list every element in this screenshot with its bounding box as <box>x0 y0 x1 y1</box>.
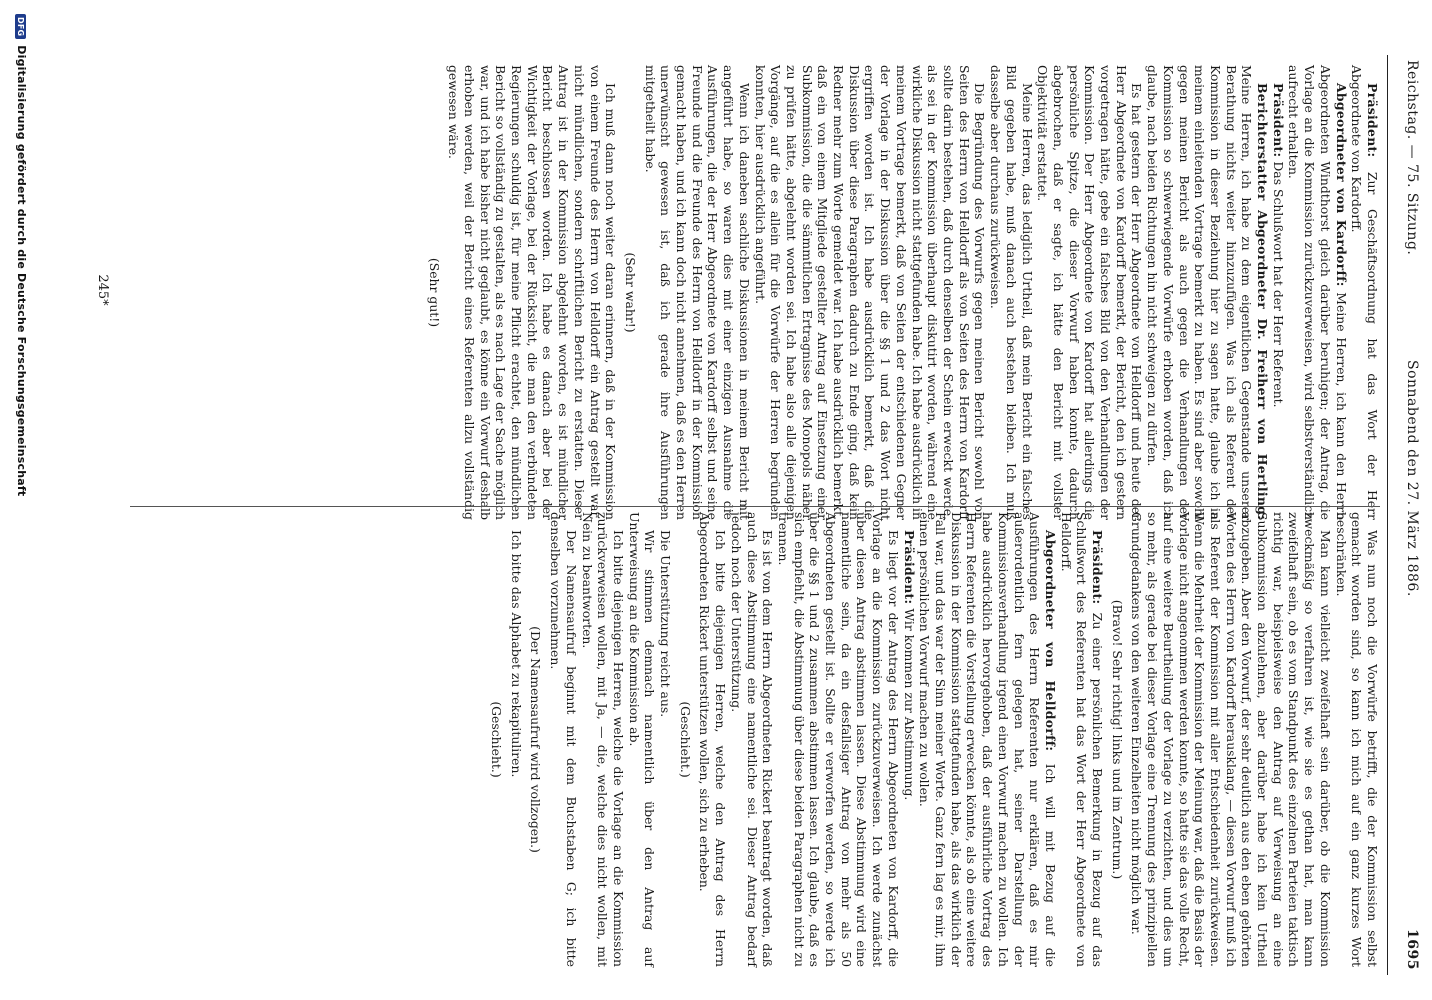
paragraph <box>1349 65 1380 520</box>
paragraph-text: Es ist von dem Herrn Abgeordneten Rickert beantragt worden, daß auch diese Abstimmung eine namentliche sei. Dieser Antrag bedarf jedoch noch der Unterstützung. <box>728 512 776 967</box>
paragraph-text: Meine Herren, ich habe zu dem eigentlichen Gegenstande unserer Berathung nichts weiter hinzuzufügen. Was ich als Referent der Kommission in dieser Beziehung hier zu sagen hatte, glaube ich in meinem einleitenden Vortrage bemerkt zu haben. Es sind aber sowohl gegen meinen Bericht als auch gegen die Verhandlungen der Kommission so schwerwiegende Vorwürfe erhoben worden, daß ich glaube, nach beiden Richtungen hin nicht schweigen zu dürfen. <box>1145 65 1255 520</box>
paragraph-text: Die Begründung des Vorwurfs gegen meinen Bericht sowohl von Seiten des Herrn von Helldorff als von Seiten des Herrn von Kardorff sollte darin bestehen, daß durch denselben der Schein erweckt werde, als sei in der Kommission überhaupt diskutirt worden, während eine wirkliche Diskussion nicht stattgefunden habe. Ich habe ausdrücklich in meinem Vortrage bemerkt, daß von Seiten der entschiedenen Gegner der Vorlage in der Diskussion über die §§ 1 und 2 das Wort nicht ergriffen worden ist. Ich habe ausdrücklich bemerkt, daß die Diskussion über diese Paragraphen dadurch zu Ende ging, daß kein Redner mehr zum Worte gemeldet war. Ich habe ausdrücklich bemerkt, daß ein von einem Mitgliede gestellter Antrag auf Einsetzung einer Subkommission, die die sämmtlichen Ertragnisse des Monopols näher zu prüfen hätte, abgelehnt worden sei. Ich habe also alle diejenigen Vorgänge, auf die es allein für die Vorwürfe der Herren begründen konnten, hier ausdrücklich angeführt. <box>752 65 988 520</box>
paragraph <box>697 512 728 967</box>
speaker-name: Berichterstatter Abgeordneter Dr. Freiherr von Hertling: <box>1255 83 1271 520</box>
paragraph <box>426 65 442 520</box>
paragraph <box>508 512 524 967</box>
speaker-name: Präsident: <box>1270 83 1286 158</box>
paragraph-text: Der Namensaufruf beginnt mit dem Buchstaben G; ich bitte denselben vorzunehmen. <box>548 512 579 967</box>
paragraph <box>775 512 901 967</box>
paragraph-text: Ich muß dann noch weiter daran erinnern, daß in der Kommission von einem Freunde des Herrn von Helldorff ein Antrag gestellt war, nicht mündlichen, sondern schriftlichen Bericht zu erstatten. Dieser Antrag ist in der Kommission abgelehnt worden, es ist mündlicher Bericht beschlossen worden. Ich habe es danach aber bei der Wichtigkeit der Vorlage, bei der Rücksicht, die man den verbündeten Regierungen schuldig ist, für meine Pflicht erachtet, den mündlichen Bericht so vollständig zu gestalten, als es nach Lage der Sache möglich war, und ich habe bisher nicht geglaubt, es könne ein Vorwurf deshalb erhoben werden, weil der Bericht eines Referenten allzu vollständig gewesen wäre. <box>446 65 619 520</box>
paragraph <box>1286 65 1349 520</box>
paragraph <box>901 512 917 967</box>
speaker-name: Präsident: <box>1365 83 1380 158</box>
paragraph-text: Ich bitte diejenigen Herren, welche den Antrag des Herrn Abgeordneten Rickert unterstützen wollen, sich zu erheben. <box>697 512 729 967</box>
paragraph <box>728 512 775 967</box>
paragraph-text: (Sehr wahr!) <box>622 252 638 333</box>
paragraph <box>1144 65 1270 520</box>
header-rule <box>1387 55 1388 975</box>
dfg-logo: DFG <box>16 14 27 39</box>
paragraph <box>547 512 578 967</box>
paragraph <box>488 512 504 967</box>
paragraph <box>622 65 638 520</box>
paragraph-text: Ich bitte diejenigen Herren, welche die Vorlage an die Kommission zurückverweisen wollen, mit Ja, — die, welche dies nicht wollen, mit Nein zu beantworten. <box>579 512 626 967</box>
paragraph <box>528 512 544 967</box>
paragraph <box>1058 512 1105 967</box>
paragraph <box>1333 512 1380 967</box>
speaker-name: Präsident: <box>901 530 917 605</box>
paragraph <box>1035 65 1145 520</box>
paragraph-text: Wir stimmen demnach namentlich über den Antrag auf Unterweisung an die Kommission ab. <box>626 512 658 967</box>
paragraph-text: Es liegt vor der Antrag des Herrn Abgeordneten von Kardorff, die Vorlage an die Kommission zurückzuverweisen. Ich werde zunächst über diesen Antrag abstimmen lassen. Diese Abstimmung wird eine namentliche sein, da ein desfallsiger Antrag von mehr als 50 Abgeordneten gestellt ist. Sollte er verworfen werden, so werde ich über die §§ 1 und 2 zusammen abstimmen lassen. Ich glaube, daß es sich empfiehlt, die Abstimmung über diese beiden Paragraphen nicht zu trennen. <box>775 512 901 967</box>
paragraph-text: Meine Herren, das lediglich Urtheil, daß mein Bericht ein falsches Bild gegeben habe, muß danach auch bestehen bleiben. Ich muß dasselbe aber durchaus zurückweisen. <box>988 65 1035 520</box>
paragraph <box>642 65 752 520</box>
running-header-date: Sonnabend den 27. März 1886. <box>1404 360 1420 597</box>
paragraph-text: (Geschieht.) <box>489 701 505 778</box>
paragraph-text: Zur Geschäftsordnung hat das Wort der Herr Abgeordnete von Kardorff. <box>1349 65 1380 520</box>
paragraph-text: Es hat gestern der Herr Abgeordnete von Helldorff und heute der Herr Abgeordnete von Kardorff bemerkt, der Bericht, den ich gestern vorgetragen hätte, gebe ein falsches Bild von den Verhandlungen der Kommission. Der Herr Abgeordnete von Kardorff hat allerdings die persönliche Spitze, die dieser Vorwurf haben konnte, dadurch abgebrochen, daß er sagte, ich hätte den Bericht mit vollster Objektivität erstattet. <box>1035 65 1145 520</box>
paragraph-text: Man kann vielleicht zweifelhaft sein darüber, ob die Kommission zweckmäßig so verfahren ist, wie sie es gethan hat, man kann zweifelhaft sein, ob es vom Standpunkt des einzelnen Parteien taktisch richtig war, beispielsweise den Antrag auf Verweisung an eine Subkommission abzulehnen, aber darüber habe ich kein Urtheil abzugeben. Aber den Vorwurf, der sehr deutlich aus den eben gehörten Worten des Herrn von Kardorff herausklang, — diesen Vorwurf muß ich als Referent der Kommission mit aller Entschiedenheit zurückweisen. Wenn die Mehrheit der Kommission der Meinung war, daß die Basis der Vorlage nicht angenommen werden konnte, so hatte sie das volle Recht, auf eine weitere Beurtheilung der Vorlage zu verzichten, und dies um so mehr, als gerade bei dieser Vorlage eine Trennung des prinzipiellen Grundgedankens von den weiteren Einzelheiten nicht möglich war. <box>1129 512 1333 967</box>
paragraph-text: (Der Namensaufruf wird vollzogen.) <box>528 626 544 853</box>
paragraph <box>677 512 693 967</box>
right-text-column <box>484 512 1380 967</box>
paragraph <box>1129 512 1333 967</box>
page-number: 1695 <box>1404 929 1420 970</box>
paragraph-text: Meine Herren, ich kann den Herrn Abgeordneten Windthorst gleich darüber beruhigen; der Antrag, die Vorlage an die Kommission zurückzuverweisen, wird selbstverständlich aufrecht erhalten. <box>1286 65 1349 520</box>
paragraph-text: Zu einer persönlichen Bemerkung in Bezug auf das Schlußwort des Referenten hat das Wort der Herr Abgeordnete von Helldorff. <box>1058 512 1106 967</box>
paragraph <box>917 512 1058 967</box>
paragraph <box>626 512 657 967</box>
paragraph-text: Die Unterstützung reicht aus. <box>658 530 674 718</box>
column-divider <box>130 506 1380 507</box>
paragraph <box>1270 65 1286 520</box>
paragraph-text: (Bravo! Sehr richtig! links und im Zentrum.) <box>1109 599 1125 880</box>
paragraph <box>657 512 673 967</box>
paragraph <box>752 65 988 520</box>
paragraph <box>446 65 619 520</box>
speaker-name: Präsident: <box>1090 530 1106 605</box>
paragraph-text: Das Schlußwort hat der Herr Referent. <box>1270 161 1286 408</box>
digitization-credit <box>15 14 28 496</box>
digitization-credit-text: Digitalisierung gefördert durch die Deutsche Forschungsgemeinschaft <box>15 45 28 497</box>
paragraph-text: Wir kommen zur Abstimmung. <box>901 608 917 801</box>
paragraph-text: (Sehr gut!) <box>426 257 442 328</box>
paragraph <box>987 65 1034 520</box>
paragraph <box>579 512 626 967</box>
paragraph-text: Ich bitte das Alphabet zu rekapituliren. <box>508 530 524 778</box>
speaker-name: Abgeordneter von Helldorff: <box>1042 530 1058 752</box>
speaker-name: Abgeordneter von Kardorff: <box>1333 83 1349 287</box>
paragraph-text: (Geschieht.) <box>677 701 693 778</box>
paragraph-text: Ich will mit Bezug auf die Ausführungen des Herrn Referenten nur erklären, daß es mir außerordentlich fern gelegen hat, seiner Darstellung der Kommissionsverhandlung irgend einen Vorwurf machen zu wollen. Ich habe ausdrücklich hervorgehoben, daß der ausführliche Vortrag des Herrn Referenten die Vorstellung erwecken könnte, als ob eine weitere Diskussion in der Kommission stattgefunden habe, als das wirklich der Fall war, und das war der Sinn meiner Worte. Ganz fern lag es mir, ihm einen persönlichen Vorwurf machen zu wollen. <box>917 512 1058 967</box>
left-text-column <box>422 65 1380 520</box>
running-header-left: Reichstag. — 75. Sitzung. <box>1404 60 1420 256</box>
signature-mark: 245* <box>95 274 110 306</box>
paragraph-text: Wenn ich daneben sachliche Diskussionen in meinem Bericht mit angeführt habe, so waren dies mit einer einzigen Ausnahme die Ausführungen, die der Herr Abgeordnete von Kardorff selbst und seine Freunde und die Freunde des Herrn von Helldorff in der Kommission gemacht haben, und ich kann doch nicht annehmen, daß es den Herren unerwünscht gewesen ist, daß ich gerade ihre Ausführungen mitgetheilt habe. <box>642 65 752 520</box>
paragraph-text: Was nun noch die Vorwürfe betrifft, die der Kommission selbst gemacht worden sind, so kann ich mich auf ein ganz kurzes Wort beschränken. <box>1333 512 1380 967</box>
paragraph <box>1109 512 1125 967</box>
